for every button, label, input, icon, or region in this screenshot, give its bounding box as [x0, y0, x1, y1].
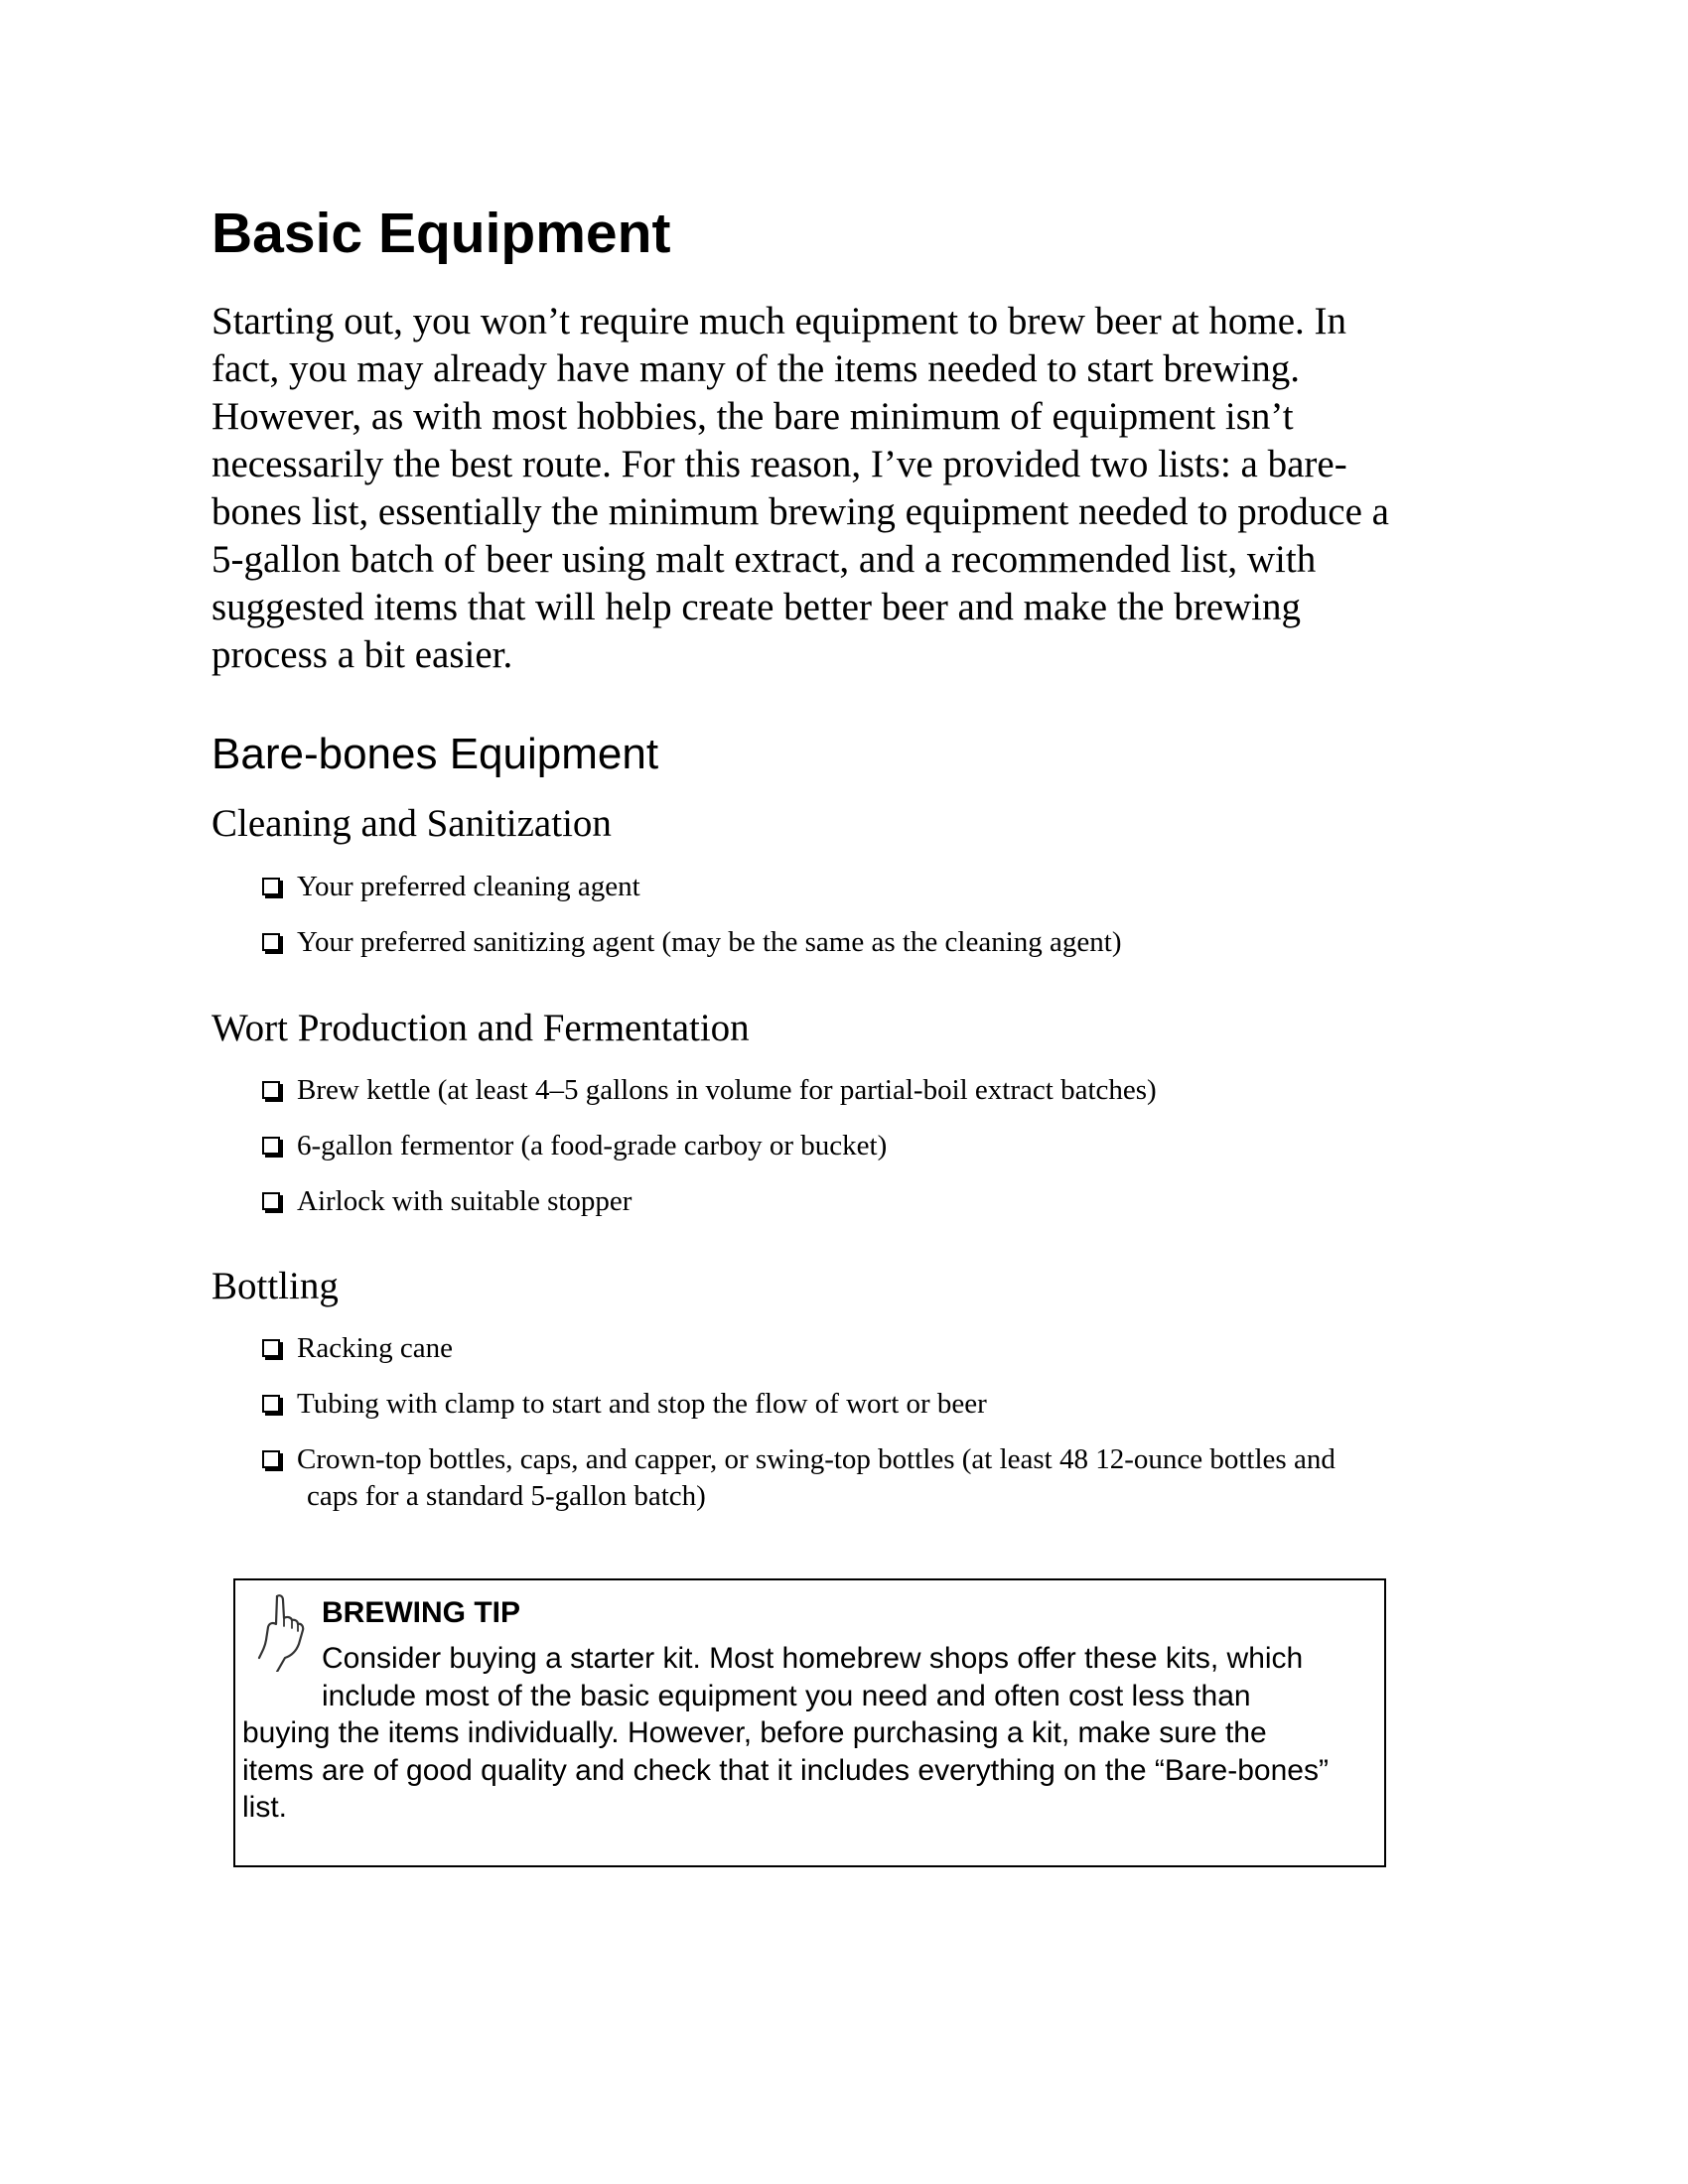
tip-line: Consider buying a starter kit. Most homebrew shops offer these kits, which	[322, 1642, 1304, 1675]
checkbox-icon	[262, 1395, 280, 1413]
intro-paragraph	[211, 298, 1502, 679]
checklist-item	[261, 1072, 1157, 1109]
checklist-item-continuation: caps for a standard 5-gallon batch)	[307, 1480, 706, 1512]
group-heading-bottling: Bottling	[211, 1265, 339, 1307]
intro-line: fact, you may already have many of the items needed to start brewing.	[211, 347, 1300, 390]
page-title: Basic Equipment	[211, 202, 671, 265]
checklist-item-label: Your preferred sanitizing agent (may be the same as the cleaning agent)	[297, 926, 1122, 958]
section-heading: Bare-bones Equipment	[211, 730, 659, 778]
checklist-item	[261, 1386, 1336, 1423]
checklist-bottling	[261, 1330, 1336, 1515]
checkbox-icon	[262, 933, 280, 951]
checkbox-icon	[262, 1137, 280, 1155]
group-heading-cleaning: Cleaning and Sanitization	[211, 802, 612, 845]
checklist-cleaning	[261, 869, 1122, 961]
tip-line: list.	[242, 1791, 287, 1824]
checkbox-icon	[262, 1081, 280, 1099]
checklist-item-label: Airlock with suitable stopper	[297, 1185, 633, 1217]
checklist-item-label: Crown-top bottles, caps, and capper, or swing-top bottles (at least 48 12-ounce bottles and	[297, 1443, 1336, 1475]
intro-line: 5-gallon batch of beer using malt extract, and a recommended list, with	[211, 538, 1317, 581]
tip-line: buying the items individually. However, before purchasing a kit, make sure the	[242, 1716, 1267, 1749]
checklist-item	[261, 1330, 1336, 1367]
checklist-item	[261, 1128, 1157, 1164]
intro-line: bones list, essentially the minimum brewing equipment needed to produce a	[211, 490, 1389, 533]
checklist-item	[261, 1441, 1336, 1515]
tip-line: items are of good quality and check that it includes everything on the “Bare-bones”	[242, 1753, 1329, 1787]
checklist-item-label: Tubing with clamp to start and stop the flow of wort or beer	[297, 1388, 987, 1420]
checkbox-icon	[262, 1450, 280, 1468]
group-heading-wort: Wort Production and Fermentation	[211, 1007, 750, 1049]
intro-line: process a bit easier.	[211, 633, 513, 676]
tip-body	[242, 1640, 1374, 1827]
checklist-item	[261, 1183, 1157, 1220]
intro-line: suggested items that will help create better beer and make the brewing	[211, 586, 1302, 628]
checklist-item-label: 6-gallon fermentor (a food-grade carboy or bucket)	[297, 1130, 888, 1161]
checkbox-icon	[262, 878, 280, 895]
checklist-item-label: Racking cane	[297, 1332, 454, 1364]
brewing-tip-box	[233, 1578, 1386, 1867]
checklist-item-label: Brew kettle (at least 4–5 gallons in volume for partial-boil extract batches)	[297, 1074, 1157, 1106]
intro-line: However, as with most hobbies, the bare minimum of equipment isn’t	[211, 395, 1294, 438]
intro-line: necessarily the best route. For this reason, I’ve provided two lists: a bare-	[211, 443, 1347, 485]
checkbox-icon	[262, 1339, 280, 1357]
tip-line: include most of the basic equipment you need and often cost less than	[322, 1679, 1251, 1712]
tip-title: BREWING TIP	[322, 1596, 520, 1629]
checklist-item	[261, 924, 1122, 961]
checklist-item-label: Your preferred cleaning agent	[297, 871, 640, 902]
checklist-item	[261, 869, 1122, 905]
intro-line: Starting out, you won’t require much equipment to brew beer at home. In	[211, 300, 1346, 342]
checklist-wort	[261, 1072, 1157, 1220]
checkbox-icon	[262, 1192, 280, 1210]
